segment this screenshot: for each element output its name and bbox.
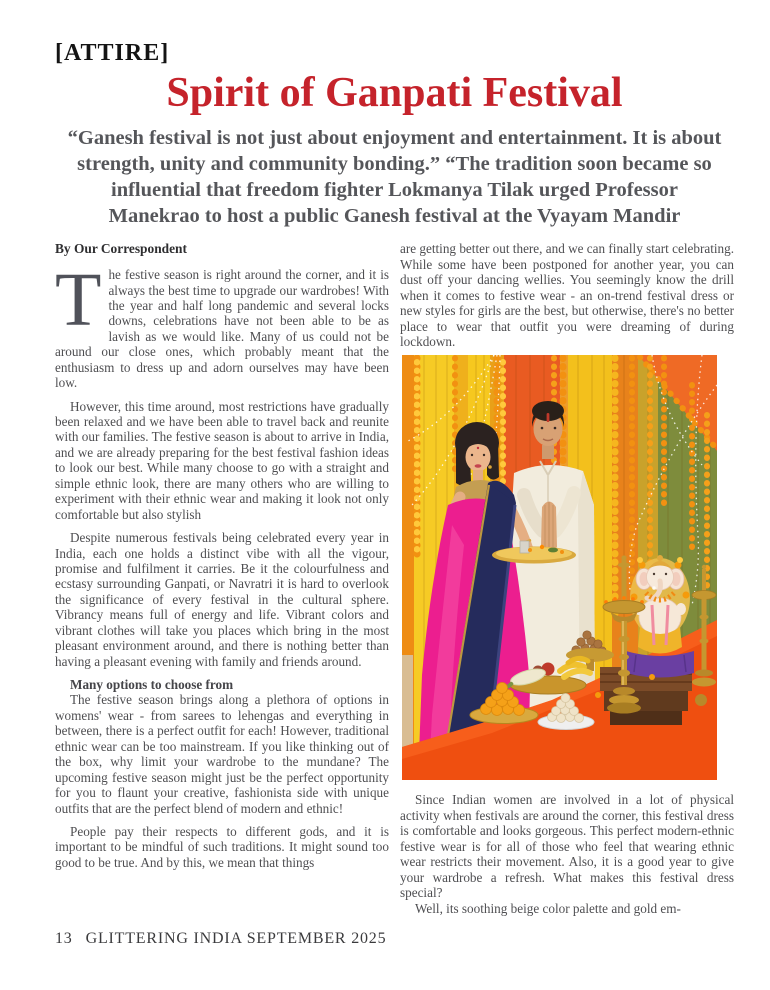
- right-column: [400, 241, 734, 916]
- paragraph: Well, its soothing beige color palette and gold em-: [415, 900, 681, 916]
- drop-cap-letter: T: [55, 258, 102, 343]
- article-body: [55, 241, 734, 916]
- paragraph-dropcap: [55, 258, 389, 391]
- paragraph: The festive season brings along a plethora of options in womens' wear - from sarees to lehengas and everything in between, there is a perfect outfit for each! However, traditional ethnic wear can be too mainstream. If you like thinking out of the box, why limit your wardrobe to the mundane? The upcoming festive season might just be the perfect opportunity for you to flaunt your creative, fashionista side with unique outfits that are the perfect blend of modern and ethnic!: [55, 692, 389, 816]
- paragraph: Since Indian women are involved in a lot of physical activity when festivals are around the corner, this festival dress is comfortable and looks gorgeous. This perfect modern-ethnic festive wear is for all of those who feel that wearing ethnic wear restricts their movement. Also, it is a good year to give your wardrobe a refresh. What makes this festival dress special?: [400, 792, 734, 901]
- article-standfirst: “Ganesh festival is not just about enjoyment and entertainment. It is about strength, unity and community bonding.” “The tradition soon became so influential that freedom fighter Lokmanya Tilak urged Professor Manekrao to host a public Ganesh festival at the Vyayam Mandir: [67, 127, 722, 227]
- paragraph: are getting better out there, and we can finally start celebrating. While some have been postponed for another year, you can dust off your dancing wellies. You seemingly know the drill when it comes to festive wear - an on-trend festival dress or new styles for girls are the best, but otherwise, there's no better place to wear that outfit you were dreaming of during lockdown.: [400, 241, 734, 350]
- page-number: 13: [55, 930, 73, 947]
- section-kicker: [ATTIRE]: [55, 40, 170, 66]
- page-footer: [55, 930, 386, 948]
- festival-photo: [402, 355, 717, 780]
- paragraph-text: he festive season is right around the corner, and it is always the best time to upgrade our wardrobes! With the year and half long pandemic and several locks downs, celebrations have not been able to be as lavish as we would like. Many of us could not be around our close ones, which probably meant that the enthusiasm to dress up and adorn ourselves may have been low.: [55, 267, 389, 391]
- section-heading: Many options to choose from: [70, 677, 234, 693]
- byline: By Our Correspondent: [55, 241, 187, 257]
- left-column: [55, 241, 389, 916]
- magazine-name: GLITTERING INDIA SEPTEMBER 2025: [85, 930, 387, 947]
- marigold-scatter: [595, 692, 601, 698]
- floor-strip: [402, 655, 413, 750]
- paragraph: Despite numerous festivals being celebrated every year in India, each one holds a distinct vibe with all the vigour, promise and fulfilment it carries. Be it the colourfulness and ecstasy surrounding Ganpati, or Navratri it is hard to overlook the significance of every festival in the cultural sphere. Vibrancy means full of energy and life. Vibrant colors and vibrant clothes will take you places which bring in the most pleasant environment around, and there is nothing better than having a pleasant evening with family and friends around.: [55, 530, 389, 669]
- article-title: Spirit of Ganpati Festival: [166, 70, 623, 116]
- paragraph: However, this time around, most restrictions have gradually been relaxed and we have been able to travel back and reunite with our families. The festive season is about to arrive in India, and we are already preparing for the best festival fashion ideas to look our best. While many choose to go with a straight and simple ethnic look, there are many others who are willing to experiment with their ethnic wear and making it look not only comfortable but also stylish: [55, 398, 389, 522]
- paragraph: People pay their respects to different gods, and it is important to be mindful of such traditions. It might sound too good to be true. And by this, we mean that things: [55, 823, 389, 870]
- marigold-scatter: [649, 674, 655, 680]
